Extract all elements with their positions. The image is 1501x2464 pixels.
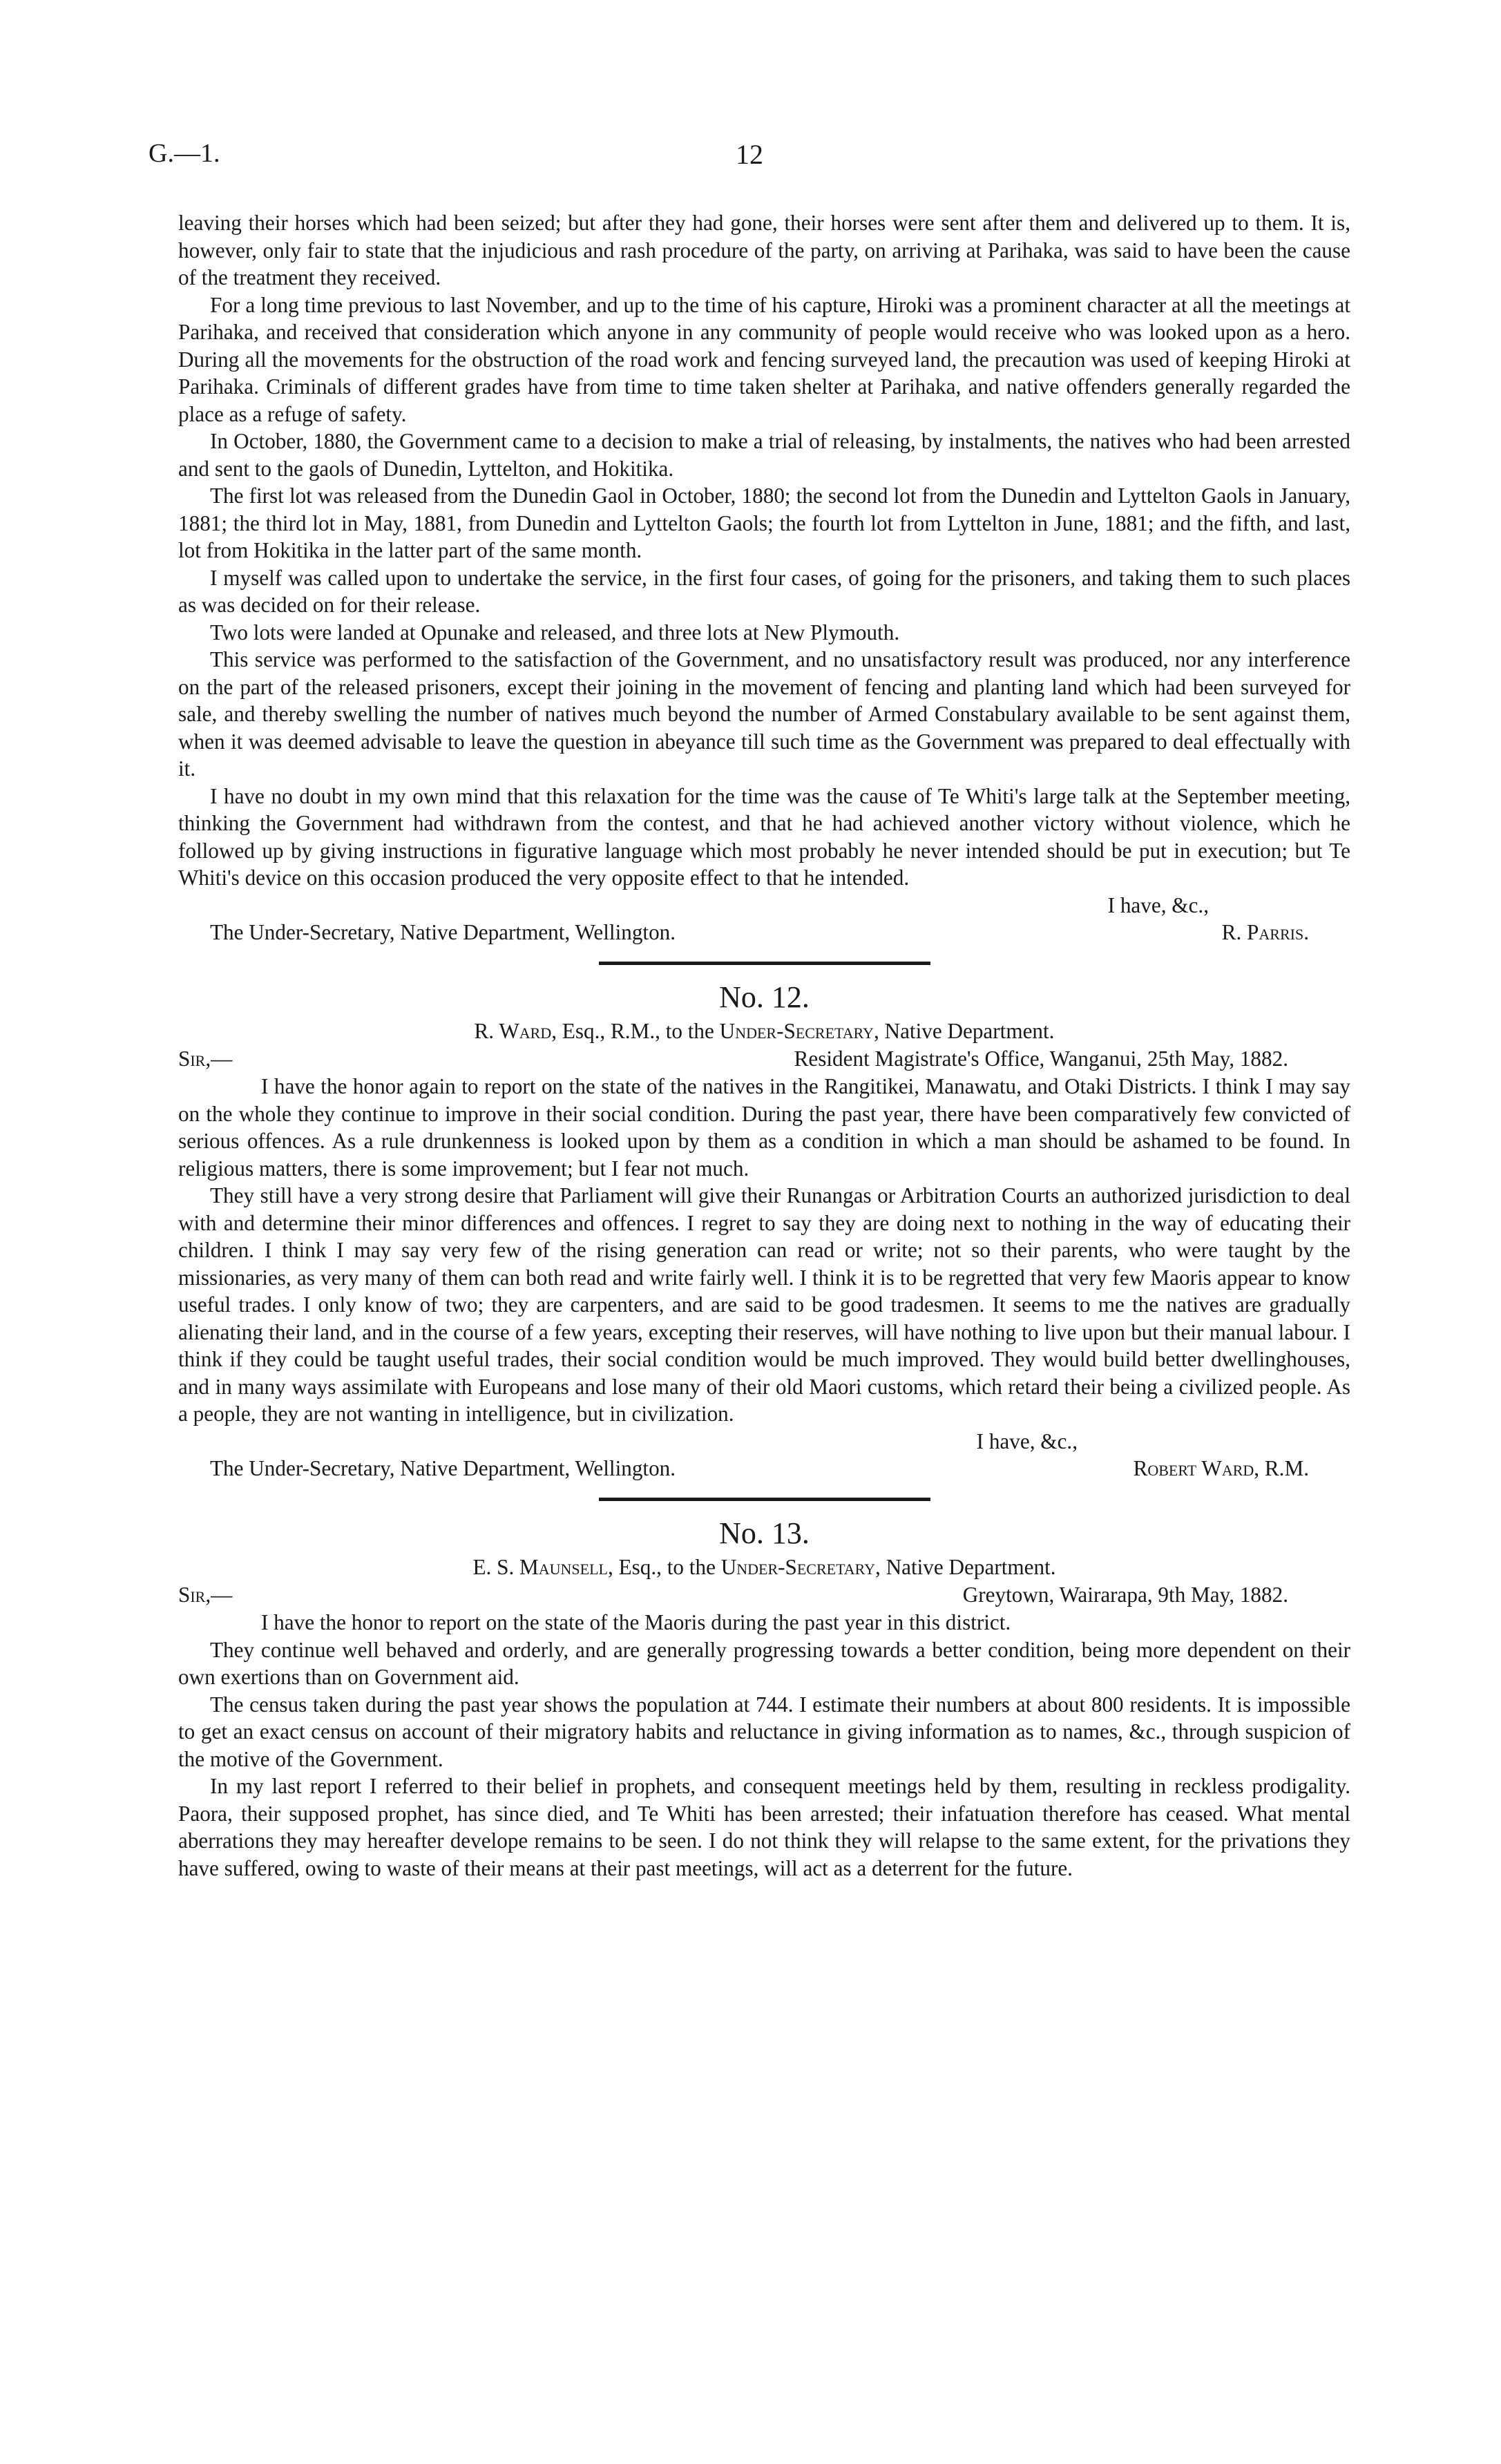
paragraph: In my last report I referred to their belief in prophets, and consequent meetings held by them, resulting in reckless prodigality. Paora, their supposed prophet, has since died, and Te Whiti has been arrested; their infatuation therefore has ceased. What mental aberrations they may hereafter develope remains to be seen. I do not think they will relapse to the same extent, for the privations they have suffered, owing to waste of their means at their past meetings, will act as a deterrent for the future. bbox=[178, 1774, 1350, 1880]
letter-heading bbox=[178, 1018, 1350, 1045]
page-header bbox=[149, 138, 1350, 180]
paragraph: Two lots were landed at Opunake and released, and three lots at New Plymouth. bbox=[210, 620, 900, 644]
paragraph: The census taken during the past year shows the population at 744. I estimate their numbers at about 800 residents. It is impossible to get an exact census on account of their migratory habits and reluctance in giving information as to names, &c., through suspicion of the motive of the Government. bbox=[178, 1692, 1350, 1771]
heading-text: , Esq., to the bbox=[607, 1555, 721, 1579]
paragraph: In October, 1880, the Government came to a decision to make a trial of releasing, by instalments, the natives who had been arrested and sent to the gaols of Dunedin, Lyttelton, and Hokitika. bbox=[178, 429, 1350, 481]
letter-no-12 bbox=[178, 977, 1350, 1482]
sender-name: R. Ward bbox=[474, 1019, 552, 1043]
letter-no-13 bbox=[178, 1513, 1350, 1882]
recipient-name: Under-Secretary bbox=[719, 1019, 874, 1043]
paragraph: They continue well behaved and orderly, and are generally progressing towards a better condition, being more dependent on their own exertions than on Government aid. bbox=[178, 1637, 1350, 1689]
heading-text: , Native Department. bbox=[875, 1555, 1056, 1579]
paragraph: I have no doubt in my own mind that this relaxation for the time was the cause of Te Whiti's large talk at the September meeting, thinking the Government had withdrawn from the contest, and that he had achieved another victory without violence, which he followed up by giving instructions in figurative language which most probably he never intended should be put in execution; but Te Whiti's device on this occasion produced the very opposite effect to that he intended. bbox=[178, 783, 1350, 890]
letter-heading bbox=[178, 1554, 1350, 1581]
previous-letter-continuation bbox=[178, 209, 1350, 946]
page-number: 12 bbox=[736, 139, 763, 170]
paragraph: I have the honor to report on the state of the Maoris during the past year in this district. bbox=[261, 1610, 1011, 1634]
letter-number: No. 13. bbox=[719, 1516, 810, 1550]
paragraph: This service was performed to the satisfaction of the Government, and no unsatisfactory result was produced, nor any interference on the part of the released prisoners, except their joining in the movement of fencing and planting land which had been surveyed for sale, and thereby swelling the number of natives much beyond the number of Armed Constabulary available to be sent against them, when it was deemed advisable to leave the question in abeyance till such time as the Government was prepared to deal effectually with it. bbox=[178, 647, 1350, 781]
report-code: G.—1. bbox=[149, 139, 220, 168]
paragraph: They still have a very strong desire that Parliament will give their Runangas or Arbitration Courts an authorized jurisdiction to deal with and determine their minor differences and offences. I regret to say they are doing next to nothing in the way of educating their children. I think I may say very few of the rising generation can read or write; not so their parents, who were taught by the missionaries, as very many of them can both read and write fairly well. I think it is to be regretted that very few Maoris appear to know useful trades. I only know of two; they are carpenters, and are said to be good tradesmen. It seems to me the natives are gradually alienating their land, and in the course of a few years, excepting their reserves, will have nothing to live upon but their manual labour. I think if they could be taught useful trades, their social condition would be much improved. They would build better dwellinghouses, and in many ways assimilate with Europeans and lose many of their old Maori customs, which retard their being a civilized people. As a people, they are not wanting in intelligence, but in civilization. bbox=[178, 1183, 1350, 1426]
heading-text: , Esq., R.M., to the bbox=[551, 1019, 720, 1043]
section-divider bbox=[599, 962, 930, 965]
salutation-line bbox=[178, 1045, 1350, 1073]
closing-formula: I have, &c., bbox=[1107, 892, 1209, 917]
section-divider bbox=[599, 1498, 930, 1501]
address-line bbox=[178, 1455, 1350, 1482]
signature: Robert Ward, R.M. bbox=[1133, 1456, 1309, 1480]
paragraph: The first lot was released from the Dunedin Gaol in October, 1880; the second lot from the Dunedin and Lyttelton Gaols in January, 1881; the third lot in May, 1881, from Dunedin and Lyttelton Gaols; the fourth lot from Lyttelton in June, 1881; and the fifth, and last, lot from Hokitika in the latter part of the same month. bbox=[178, 484, 1350, 562]
salutation: Sir,— bbox=[178, 1047, 233, 1071]
paragraph: I have the honor again to report on the state of the natives in the Rangitikei, Manawatu, and Otaki Districts. I think I may say on the whole they continue to improve in their social condition. During the past year, there have been comparatively few convicted of serious offences. As a rule drunkenness is looked upon by them as a condition in which a man should be ashamed to be found. In religious matters, there is some improvement; but I fear not much. bbox=[178, 1074, 1350, 1181]
sender-name: E. S. Maunsell bbox=[472, 1555, 608, 1579]
page-body bbox=[178, 209, 1350, 1882]
closing-formula: I have, &c., bbox=[976, 1429, 1078, 1453]
signature: R. Parris. bbox=[1221, 920, 1309, 944]
paragraph: leaving their horses which had been seized; but after they had gone, their horses were sent after them and delivered up to them. It is, however, only fair to state that the injudicious and rash procedure of the party, on arriving at Parihaka, was said to have been the cause of the treatment they received. bbox=[178, 211, 1350, 289]
salutation-line bbox=[178, 1581, 1350, 1609]
letter-number: No. 12. bbox=[719, 980, 810, 1014]
paragraph: For a long time previous to last November, and up to the time of his capture, Hiroki was a prominent character at all the meetings at Parihaka, and received that consideration which anyone in any community of people would receive who was looked upon as a hero. During all the movements for the obstruction of the road work and fencing surveyed land, the precaution was used of keeping Hiroki at Parihaka. Criminals of different grades have from time to time taken shelter at Parihaka, and native offenders generally regarded the place as a refuge of safety. bbox=[178, 292, 1350, 426]
address-line bbox=[178, 919, 1350, 946]
addressee: The Under-Secretary, Native Department, Wellington. bbox=[210, 1456, 676, 1480]
recipient-name: Under-Secretary bbox=[720, 1555, 875, 1579]
heading-text: , Native Department. bbox=[873, 1019, 1055, 1043]
salutation: Sir,— bbox=[178, 1583, 233, 1607]
addressee: The Under-Secretary, Native Department, Wellington. bbox=[210, 920, 676, 944]
place-date: Greytown, Wairarapa, 9th May, 1882. bbox=[962, 1583, 1288, 1607]
place-date: Resident Magistrate's Office, Wanganui, 25th May, 1882. bbox=[794, 1047, 1288, 1071]
paragraph: I myself was called upon to undertake the service, in the first four cases, of going for the prisoners, and taking them to such places as was decided on for their release. bbox=[178, 565, 1350, 617]
